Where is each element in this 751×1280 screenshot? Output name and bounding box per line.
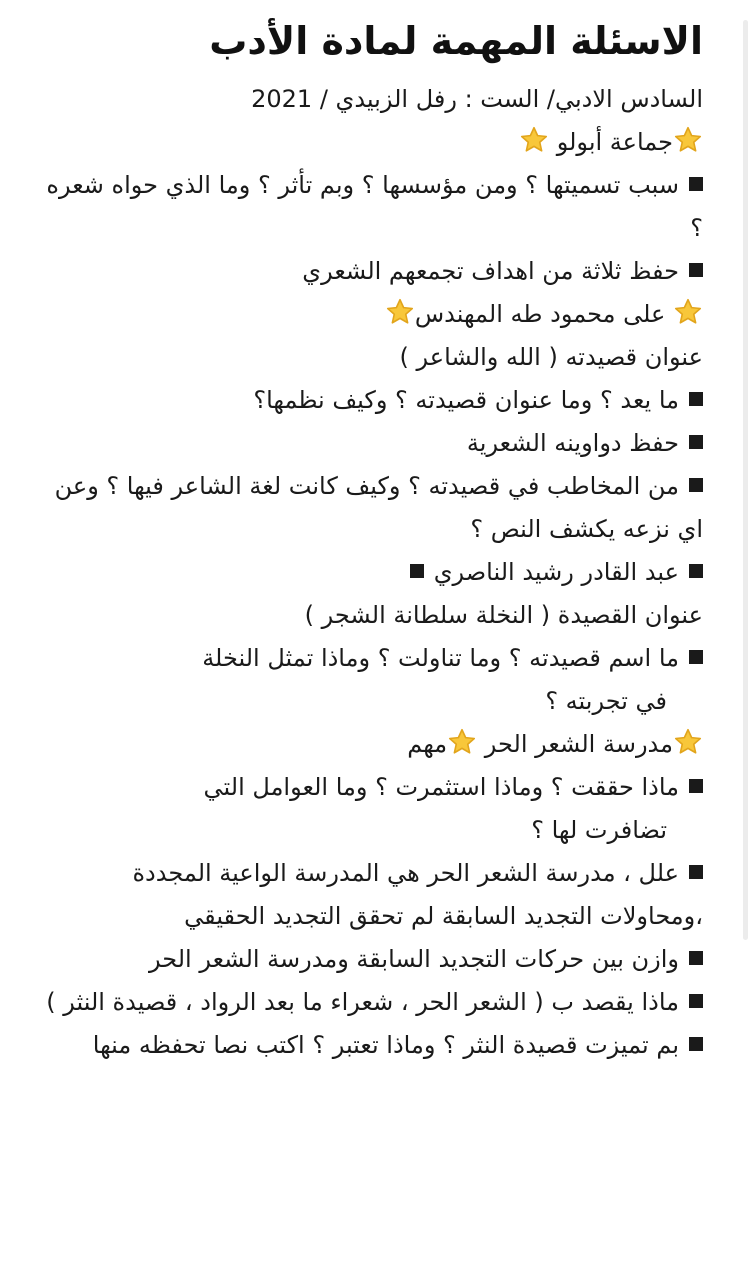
question-text: حفظ ثلاثة من اهداف تجمعهم الشعري — [302, 257, 679, 285]
subtitle: السادس الادبي/ الست : رفل الزبيدي / 2021 — [251, 85, 703, 113]
black-square-icon — [689, 177, 703, 191]
importance-note: مهم — [407, 730, 448, 758]
black-square-icon — [689, 263, 703, 277]
question-text: ماذا يقصد ب ( الشعر الحر ، شعراء ما بعد الرواد ، قصيدة النثر ) — [46, 988, 679, 1016]
list-item — [44, 465, 703, 551]
question-text: ما يعد ؟ وما عنوان قصيدته ؟ وكيف نظمها؟ — [253, 386, 679, 414]
list-item — [44, 250, 703, 293]
star-icon — [519, 125, 549, 155]
section-heading-apollo — [44, 121, 703, 164]
list-item-continuation: تضافرت لها ؟ — [531, 816, 667, 844]
black-square-icon — [689, 779, 703, 793]
heading-text: عبد القادر رشيد الناصري — [433, 558, 679, 586]
heading-text: على محمود طه المهندس — [414, 300, 666, 328]
black-square-icon — [689, 564, 703, 578]
black-square-icon — [689, 392, 703, 406]
question-text: من المخاطب في قصيدته ؟ وكيف كانت لغة الشاعر فيها ؟ وعن اي نزعه يكشف النص ؟ — [54, 472, 703, 543]
black-square-icon — [689, 650, 703, 664]
list-item — [44, 637, 703, 680]
section-heading-abdulqader — [44, 551, 703, 594]
question-text: ما اسم قصيدته ؟ وما تناولت ؟ وماذا تمثل النخلة — [202, 644, 679, 672]
black-square-icon — [689, 865, 703, 879]
question-text: وازن بين حركات التجديد السابقة ومدرسة الشعر الحر — [149, 945, 679, 973]
black-square-icon — [689, 951, 703, 965]
list-item — [44, 938, 703, 981]
black-square-icon — [689, 994, 703, 1008]
scrollbar[interactable] — [743, 20, 748, 940]
list-item — [44, 766, 703, 809]
list-item — [44, 852, 703, 938]
question-text: بم تميزت قصيدة النثر ؟ وماذا تعتبر ؟ اكتب نصا تحفظه منها — [92, 1031, 679, 1059]
black-square-icon — [410, 564, 424, 578]
black-square-icon — [689, 478, 703, 492]
star-icon — [385, 297, 415, 327]
list-item — [44, 422, 703, 465]
heading-text: جماعة أبولو — [556, 128, 673, 156]
list-item — [44, 164, 703, 250]
page-title: الاسئلة المهمة لمادة الأدب — [209, 19, 703, 63]
star-icon — [673, 297, 703, 327]
black-square-icon — [689, 435, 703, 449]
star-icon — [673, 727, 703, 757]
poem-title: عنوان القصيدة ( النخلة سلطانة الشجر ) — [304, 601, 703, 629]
list-item — [44, 379, 703, 422]
question-text: حفظ دواوينه الشعرية — [466, 429, 679, 457]
question-text: ماذا حققت ؟ وماذا استثمرت ؟ وما العوامل التي — [203, 773, 679, 801]
star-icon — [447, 727, 477, 757]
question-text: سبب تسميتها ؟ ومن مؤسسها ؟ وبم تأثر ؟ وما الذي حواه شعره ؟ — [46, 171, 703, 242]
section-heading-free-verse — [44, 723, 703, 766]
star-icon — [673, 125, 703, 155]
poem-title: عنوان قصيدته ( الله والشاعر ) — [399, 343, 703, 371]
black-square-icon — [689, 1037, 703, 1051]
list-item — [44, 981, 703, 1024]
question-text: علل ، مدرسة الشعر الحر هي المدرسة الواعية المجددة ،ومحاولات التجديد السابقة لم تحقق التجديد الحقيقي — [132, 859, 703, 930]
heading-text: مدرسة الشعر الحر — [484, 730, 673, 758]
list-item — [44, 1024, 703, 1067]
section-heading-ali-mahmoud-taha — [44, 293, 703, 336]
list-item-continuation: في تجربته ؟ — [545, 687, 667, 715]
